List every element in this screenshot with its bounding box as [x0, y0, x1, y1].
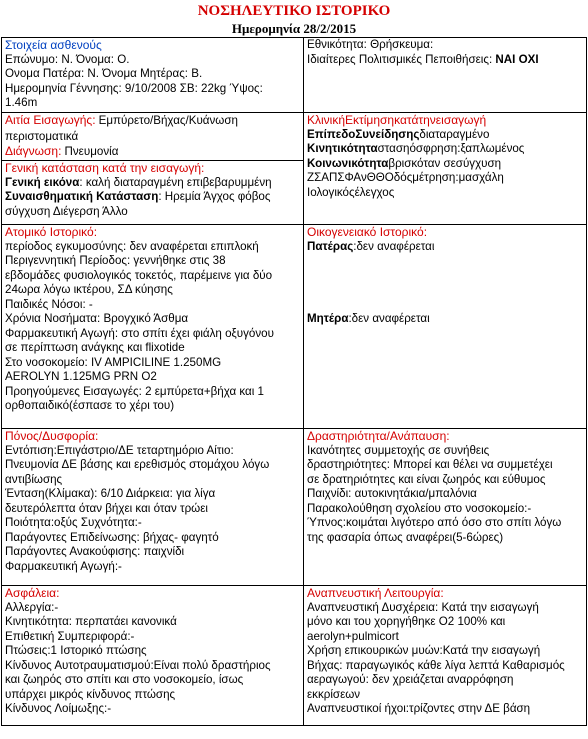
- text-line: ορθοπαιδικό(έσπασε το χέρι του): [5, 399, 175, 413]
- section-heading: Διάγνωση:: [5, 144, 62, 158]
- table-row: [2, 586, 587, 726]
- text-line: εκκρίσεων: [307, 687, 361, 701]
- text-line: Φαρμακευτική Αγωγή:-: [5, 559, 122, 573]
- text-line: της φασαρία όπως αναφέρει(5-6ώρες): [307, 530, 504, 544]
- section-heading: Δραστηριότητα/Ανάπαυση:: [307, 429, 450, 443]
- table-row: [2, 225, 587, 429]
- patient-details-cell: [2, 38, 304, 113]
- activity-rest-cell: [304, 429, 587, 586]
- nursing-history-table: [1, 37, 587, 726]
- text-line: σε δρατηριότητες και είναι ζωηρός και εύθυμος: [307, 472, 546, 486]
- pain-cell: [2, 429, 304, 586]
- text-line: Περιγεννητική Περίοδος: γεννήθηκε στις 38: [5, 254, 226, 268]
- field-value: : Ηρεμία Άγχος φόβος σύγχυση Διέγερση Άλλο: [5, 190, 271, 218]
- text-line: [5, 113, 301, 144]
- text-line: Ύπνος:κοιμάται λιγότερο από όσο στο σπίτι λόγω: [307, 516, 562, 530]
- section-heading: Στοιχεία ασθενούς: [5, 38, 102, 52]
- family-history-cell: [304, 225, 587, 429]
- text-line: Πτώσεις:1 Ιστορικό πτώσης: [5, 644, 147, 658]
- field-label: Γενική εικόνα: [5, 175, 80, 189]
- table-row: [2, 38, 587, 113]
- text-line: Κίνδυνος Λοίμωξης:-: [5, 702, 112, 716]
- text-line: Πνευμονία ΔΕ βάσης και ερεθισμός στομάχου λόγω: [5, 458, 270, 472]
- field-value: : καλή διαταραγμένη επιβεβαρυμμένη: [79, 175, 272, 189]
- section-heading: Αναπνευστική Λειτουργία:: [307, 586, 444, 600]
- text-line: Ιολογικόςέλεγχος: [307, 185, 395, 199]
- text-line: Παιδικές Νόσοι: -: [5, 297, 93, 311]
- clinical-assessment-cell: [304, 113, 587, 225]
- table-row: [2, 429, 587, 586]
- text-line: Εντόπιση:Επιγάστριο/ΔΕ τεταρτημόριο Αίτιο:: [5, 443, 234, 457]
- general-condition-cell: [2, 161, 304, 225]
- text-line: Παιχνίδι: αυτοκινητάκια/μπαλόνια: [307, 487, 477, 501]
- text-line: Κινητικότητα: περπατάει κανονικά: [5, 615, 177, 629]
- text-line: [307, 142, 584, 157]
- personal-history-cell: [2, 225, 304, 429]
- text-line: Επιθετική Συμπεριφορά:-: [5, 629, 135, 643]
- text-line: Εθνικότητα: Θρήσκευμα:: [307, 38, 434, 51]
- section-heading: Γενική κατάσταση κατά την εισαγωγή:: [5, 161, 205, 175]
- culture-cell: [304, 38, 587, 113]
- field-value: :δεν αναφέρεται: [353, 239, 435, 253]
- text-line: [5, 144, 301, 160]
- text-line: ΖΣΑΠΣΦΑνΘΘΟδόςμέτρηση:μασχάλη: [307, 171, 504, 185]
- document-date: Ημερομηνία 28/2/2015: [231, 21, 357, 36]
- text-line: 24ωρα λόγω ικτέρου, ΣΔ κύησης: [5, 283, 173, 297]
- text-line: Χρόνια Νοσήματα: Βρογχικό Άσθμα: [5, 312, 189, 326]
- text-line: Ονομα Πατέρα: Ν. Όνομα Μητέρας: Β.: [5, 67, 203, 81]
- section-heading: Οικογενειακό Ιστορικό:: [307, 225, 428, 239]
- text-line: υπάρχει μικρός κίνδυνος πτώσης: [5, 687, 176, 701]
- field-value: διαταραγμένο: [419, 127, 490, 141]
- text-line: αεραγωγού: δεν χρειάζεται αναρρόφηση: [307, 673, 514, 687]
- section-heading: Ατομικό Ιστορικό:: [5, 225, 98, 239]
- text-line: Χρήση επικουρικών μυών:Κατά την εισαγωγή: [307, 644, 541, 658]
- respiratory-function-cell: [304, 586, 587, 726]
- field-value: Εμπύρετο/Βήχας/Κυάνωση περιστοματικά: [5, 114, 238, 143]
- section-heading: Πόνος/Δυσφορία:: [5, 429, 99, 443]
- text-line: δραστηριότητες: Μπορεί και θέλει να συμμετέχει: [307, 458, 553, 472]
- field-label: Κοινωνικότητα: [307, 156, 389, 170]
- text-line: [307, 240, 584, 255]
- section-heading: Ασφάλεια:: [5, 586, 60, 600]
- text-line: Στο νοσοκομείο: IV AMPICILINE 1.250MG: [5, 355, 222, 369]
- text-line: [307, 53, 584, 68]
- field-label: Κινητικότητα: [307, 142, 378, 156]
- field-label: Ιδιαίτερες Πολιτισμικές Πεποιθήσεις:: [307, 52, 493, 66]
- text-line: [5, 176, 301, 191]
- text-line: Αναπνευστική Δυσχέρεια: Κατά την εισαγωγή: [307, 600, 539, 614]
- text-line: Ικανότητες συμμετοχής σε συνήθεις: [307, 443, 490, 457]
- text-line: Ένταση(Κλίμακα): 6/10 Διάρκεια: για λίγα: [5, 487, 216, 501]
- text-line: περίοδος εγκυμοσύνης: δεν αναφέρεται επιπλοκή: [5, 239, 259, 253]
- text-line: Παρακολούθηση σχολείου στο νοσοκομείο:-: [307, 501, 532, 515]
- text-line: Φαρμακευτική Αγωγή: στο σπίτι έχει φιάλη οξυγόνου: [5, 326, 274, 340]
- text-line: Ποιότητα:οξύς Συχνότητα:-: [5, 516, 142, 530]
- safety-cell: [2, 586, 304, 726]
- text-line: Αναπνευστικοί ήχοι:τρίζοντες στην ΔΕ βάση: [307, 702, 531, 716]
- text-line: [307, 128, 584, 143]
- text-line: Προηγούμενες Εισαγωγές: 2 εμπύρετα+βήχα και 1: [5, 384, 265, 398]
- text-line: [307, 312, 584, 327]
- field-value: στασηόσφρηση:ξαπλωμένος: [377, 142, 525, 156]
- text-line: σε περίπτωση ανάγκης και flixotide: [5, 341, 185, 355]
- section-heading: ΚλινικήΕκτίμησηκατάτηνεισαγωγή: [307, 113, 487, 127]
- text-line: [5, 190, 301, 219]
- spacer: [307, 254, 584, 312]
- field-label: ΕπίπεδοΣυνείδησης: [307, 127, 420, 141]
- text-line: μόνο και του χορηγήθηκε Ο2 100% και: [307, 615, 506, 629]
- field-value: :δεν αναφέρεται: [348, 312, 430, 326]
- field-value: βρισκόταν σεσύγχυση: [388, 156, 502, 170]
- text-line: δευτερόλεπτα όταν βήχει και όταν τρώει: [5, 501, 208, 515]
- text-line: Αλλεργία:-: [5, 600, 59, 614]
- field-label: Πατέρας: [307, 239, 354, 253]
- text-line: Βήχας: παραγωγικός κάθε λίγα λεπτά Καθαρισμός: [307, 658, 565, 672]
- field-value: ΝΑΙ ΟΧΙ: [495, 52, 539, 66]
- field-label: Συναισθηματική Κατάσταση: [5, 190, 159, 204]
- text-line: Ημερομηνία Γέννησης: 9/10/2008 ΣΒ: 22kg Ύψος:: [5, 81, 263, 95]
- table-row: [2, 113, 587, 161]
- text-line: aerolyn+pulmicort: [307, 629, 399, 643]
- text-line: Παράγοντες Επιδείνωσης: βήχας- φαγητό: [5, 530, 219, 544]
- admission-reason-cell: [2, 113, 304, 161]
- text-line: Επώνυμο: Ν. Όνομα: Ο.: [5, 52, 130, 66]
- text-line: εβδομάδες φυσιολογικός τοκετός, παρέμεινε για δύο: [5, 268, 273, 282]
- text-line: 1.46m: [5, 96, 38, 110]
- text-line: [307, 157, 584, 172]
- text-line: Κίνδυνος Αυτοτραυματισμού:Είναι πολύ δραστήριος: [5, 658, 271, 672]
- section-heading: Αιτία Εισαγωγής:: [5, 113, 96, 127]
- document-title: ΝΟΣΗΛΕΥΤΙΚΟ ΙΣΤΟΡΙΚΟ: [197, 3, 391, 19]
- text-line: AEROLYN 1.125MG PRN O2: [5, 370, 157, 384]
- text-line: αντιβίωσης: [5, 472, 63, 486]
- text-line: Παράγοντες Ανακούφισης: παιχνίδι: [5, 545, 185, 559]
- field-label: Μητέρα: [307, 312, 349, 326]
- text-line: και ζωηρός στο σπίτι και στο νοσοκομείο, ίσως: [5, 673, 244, 687]
- field-value: Πνευμονία: [64, 145, 119, 158]
